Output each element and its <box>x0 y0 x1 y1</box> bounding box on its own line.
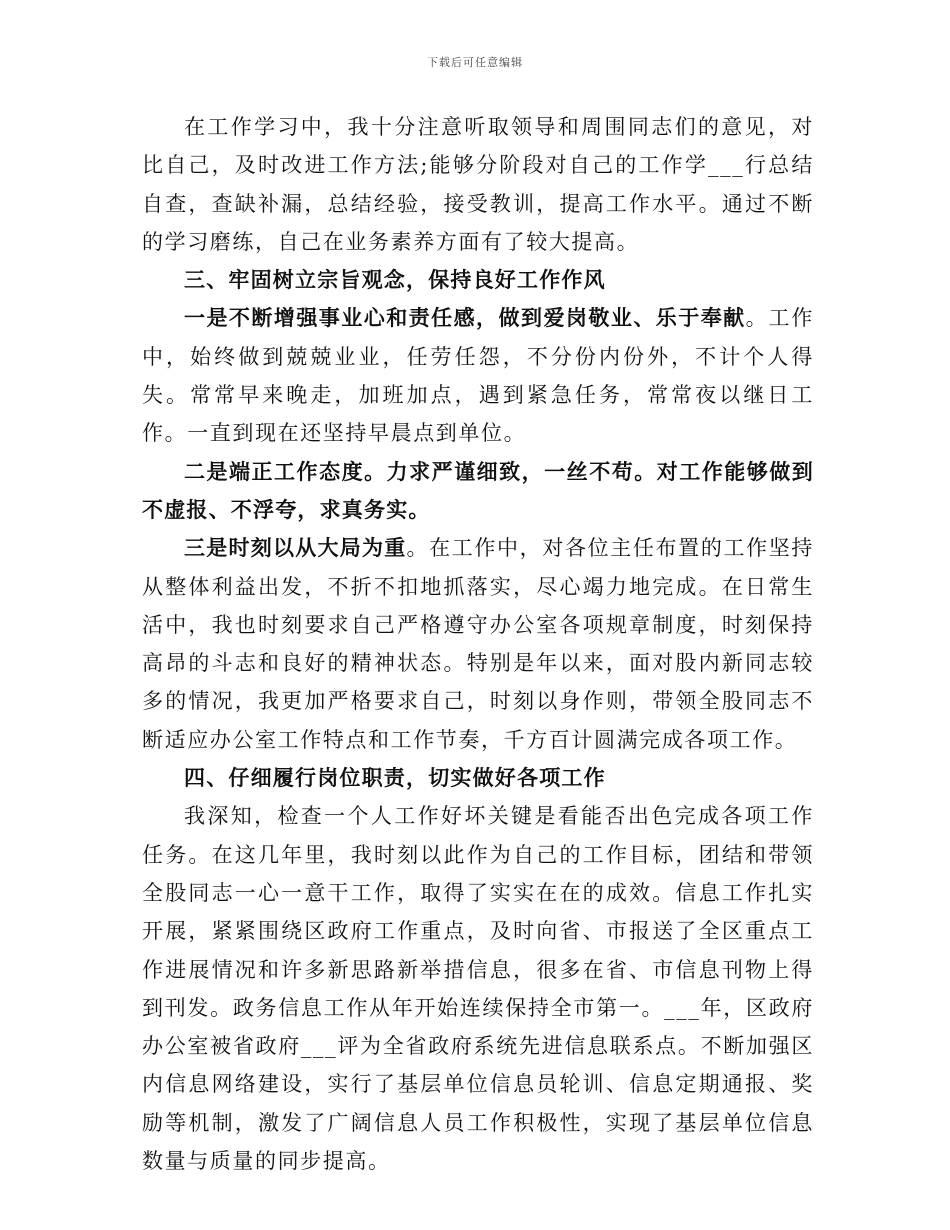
bold-lead-3: 三是时刻以从大局为重 <box>184 536 407 561</box>
paragraph-text: 。工作中，始终做到兢兢业业，任劳任怨，不分份内份外，不计个人得失。常常早来晚走，加班加点，遇到紧急任务，常常夜以继日工作。一直到现在还坚持早晨点到单位。 <box>142 306 814 446</box>
paragraph-text: 。在工作中，对各位主任布置的工作坚持从整体利益出发，不折不扣地抓落实，尽心竭力地完成。在日常生活中，我也时刻要求自己严格遵守办公室各项规章制度，时刻保持高昂的斗志和良好的精神状态。特别是年以来，面对股内新同志较多的情况，我更加严格要求自己，时刻以身作则，带领全股同志不断适应办公室工作特点和工作节奏，千方百计圆满完成各项工作。 <box>142 536 814 752</box>
section-heading-3: 三、牢固树立宗旨观念，保持良好工作作风 <box>184 268 606 293</box>
page-header-note: 下载后可任意编辑 <box>427 56 523 69</box>
paragraph-overall <box>142 529 814 759</box>
bold-lead-1: 一是不断增强事业心和责任感，做到爱岗敬业、乐于奉献 <box>184 306 746 331</box>
paragraph-dedication <box>142 299 814 452</box>
paragraph-attitude <box>142 453 814 530</box>
document-body <box>142 108 814 1180</box>
paragraph-duties: 我深知，检查一个人工作好坏关键是看能否出色完成各项工作任务。在这几年里，我时刻以此作为自己的工作目标，团结和带领全股同志一心一意干工作，取得了实实在在的成效。信息工作扎实开展，紧紧围绕区政府工作重点，及时向省、市报送了全区重点工作进展情况和许多新思路新举措信息，很多在省、市信息刊物上得到刊发。政务信息工作从年开始连续保持全市第一。___年，区政府办公室被省政府___评为全省政府系统先进信息联系点。不断加强区内信息网络建设，实行了基层单位信息员轮训、信息定期通报、奖励等机制，激发了广阔信息人员工作积极性，实现了基层单位信息数量与质量的同步提高。 <box>142 804 814 1174</box>
section-heading-4: 四、仔细履行岗位职责，切实做好各项工作 <box>184 766 606 791</box>
bold-lead-2: 二是端正工作态度。力求严谨细致，一丝不苟。对工作能够做到不虚报、不浮夸，求真务实。 <box>142 459 814 522</box>
paragraph-study: 在工作学习中，我十分注意听取领导和周围同志们的意见，对比自己，及时改进工作方法;能够分阶段对自己的工作学___行总结自查，查缺补漏，总结经验，接受教训，提高工作水平。通过不断的学习磨练，自己在业务素养方面有了较大提高。 <box>142 115 814 254</box>
